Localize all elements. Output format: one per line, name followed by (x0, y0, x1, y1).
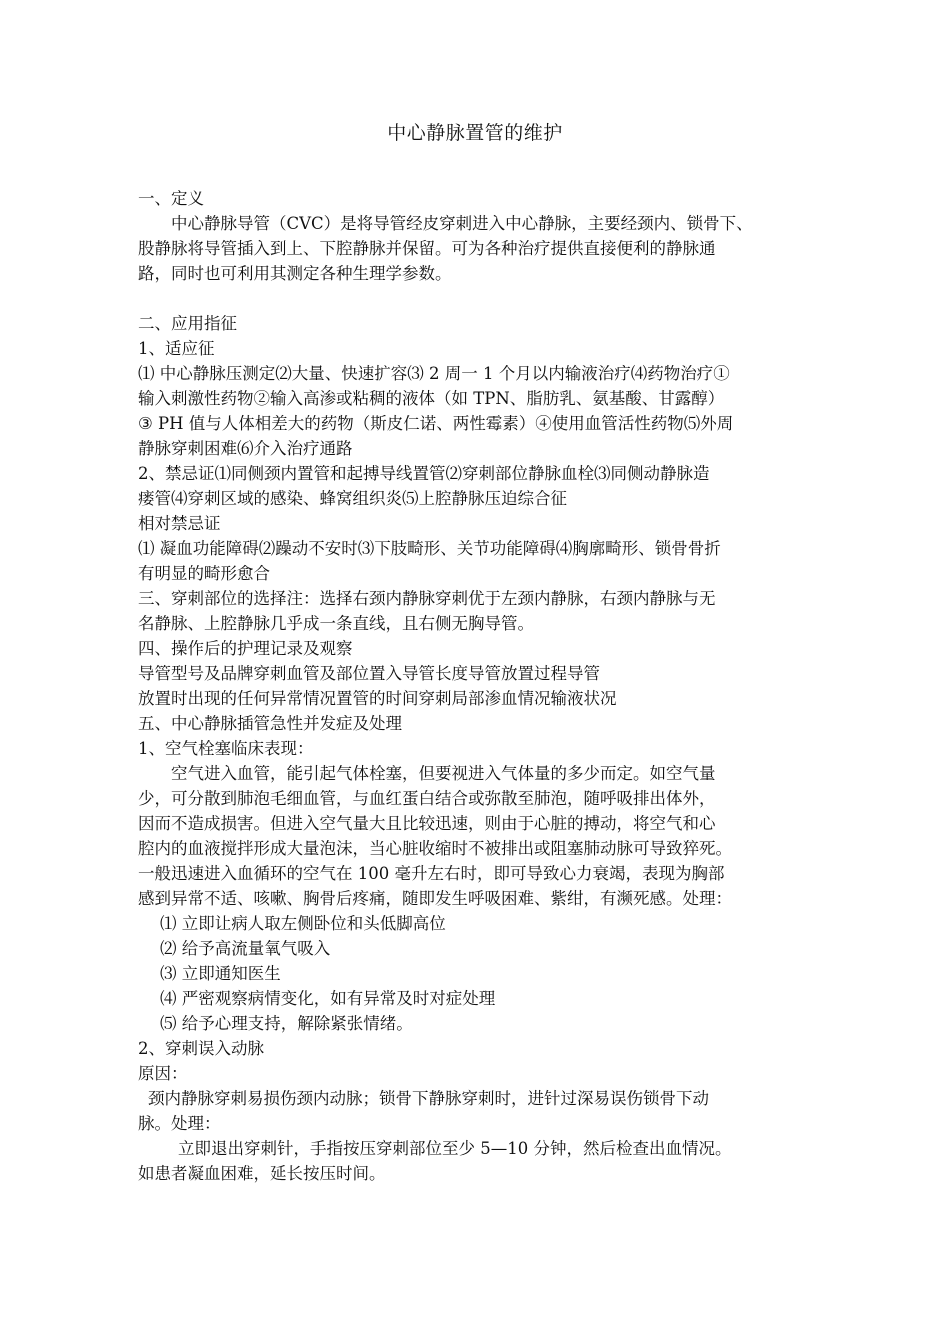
subsection-heading: 1、适应征 (138, 339, 215, 358)
paragraph-line: 路，同时也可利用其测定各种生理学参数。 (138, 264, 452, 283)
paragraph-line: 中心静脉导管（CVC）是将导管经皮穿刺进入中心静脉，主要经颈内、锁骨下、 (171, 214, 753, 233)
paragraph-line: 颈内静脉穿刺易损伤颈内动脉；锁骨下静脉穿刺时，进针过深易误伤锁骨下动 (148, 1089, 709, 1108)
paragraph-line: 脉。处理： (138, 1114, 221, 1133)
paragraph-line: 一般迅速进入血循环的空气在 100 毫升左右时，即可导致心力衰竭，表现为胸部 (138, 864, 725, 883)
document-body (138, 186, 828, 1186)
subsection-heading: 2、穿刺误入动脉 (138, 1039, 264, 1058)
paragraph-line: ⑴ 中心静脉压测定⑵大量、快速扩容⑶ 2 周一 1 个月以内输液治疗⑷药物治疗① (138, 364, 730, 383)
paragraph-line: 股静脉将导管插入到上、下腔静脉并保留。可为各种治疗提供直接便利的静脉通 (138, 239, 716, 258)
list-item: ⑷ 严密观察病情变化，如有异常及时对症处理 (160, 989, 496, 1008)
paragraph-line: 2、禁忌证⑴同侧颈内置管和起搏导线置管⑵穿刺部位静脉血栓⑶同侧动静脉造 (138, 464, 710, 483)
list-item: ⑸ 给予心理支持，解除紧张情绪。 (160, 1014, 413, 1033)
paragraph-line: 立即退出穿刺针，手指按压穿刺部位至少 5—10 分钟，然后检查出血情况。 (178, 1139, 732, 1158)
paragraph-line: ⑴ 凝血功能障碍⑵躁动不安时⑶下肢畸形、关节功能障碍⑷胸廓畸形、锁骨骨折 (138, 539, 721, 558)
paragraph-line: 放置时出现的任何异常情况置管的时间穿刺局部渗血情况输液状况 (138, 689, 617, 708)
paragraph-line: 有明显的畸形愈合 (138, 564, 270, 583)
paragraph-line: 感到异常不适、咳嗽、胸骨后疼痛，随即发生呼吸困难、紫绀，有濒死感。处理： (138, 889, 732, 908)
page-title: 中心静脉置管的维护 (387, 122, 563, 144)
paragraph-line: 名静脉、上腔静脉几乎成一条直线，且右侧无胸导管。 (138, 614, 534, 633)
paragraph-line: 空气进入血管，能引起气体栓塞，但要视进入气体量的多少而定。如空气量 (171, 764, 716, 783)
paragraph-line: 导管型号及品牌穿刺血管及部位置入导管长度导管放置过程导管 (138, 664, 600, 683)
paragraph-line: 如患者凝血困难，延长按压时间。 (138, 1164, 386, 1183)
paragraph-line: 少，可分散到肺泡毛细血管，与血红蛋白结合或弥散至肺泡，随呼吸排出体外， (138, 789, 716, 808)
paragraph-line: 因而不造成损害。但进入空气量大且比较迅速，则由于心脏的搏动，将空气和心 (138, 814, 716, 833)
subsection-heading: 1、空气栓塞临床表现： (138, 739, 314, 758)
section-heading: 一、定义 (138, 189, 204, 208)
section-heading: 四、操作后的护理记录及观察 (138, 639, 353, 658)
paragraph-line: 原因： (138, 1064, 188, 1083)
list-item: ⑴ 立即让病人取左侧卧位和头低脚高位 (160, 914, 446, 933)
subsection-heading: 相对禁忌证 (138, 514, 221, 533)
section-heading: 二、应用指征 (138, 314, 237, 333)
section-heading: 五、中心静脉插管急性并发症及处理 (138, 714, 402, 733)
list-item: ⑵ 给予高流量氧气吸入 (160, 939, 331, 958)
paragraph-line: 瘘管⑷穿刺区域的感染、蜂窝组织炎⑸上腔静脉压迫综合征 (138, 489, 567, 508)
section-heading: 三、穿刺部位的选择注：选择右颈内静脉穿刺优于左颈内静脉，右颈内静脉与无 (138, 589, 716, 608)
paragraph-line: 输入刺激性药物②输入高渗或粘稠的液体（如 TPN、脂肪乳、氨基酸、甘露醇） (138, 389, 725, 408)
paragraph-line: ③ PH 值与人体相差大的药物（斯皮仁诺、两性霉素）④使用血管活性药物⑸外周 (138, 414, 734, 433)
list-item: ⑶ 立即通知医生 (160, 964, 281, 983)
paragraph-line: 腔内的血液搅拌形成大量泡沫，当心脏收缩时不被排出或阻塞肺动脉可导致猝死。 (138, 839, 732, 858)
paragraph-line: 静脉穿刺困难⑹介入治疗通路 (138, 439, 353, 458)
